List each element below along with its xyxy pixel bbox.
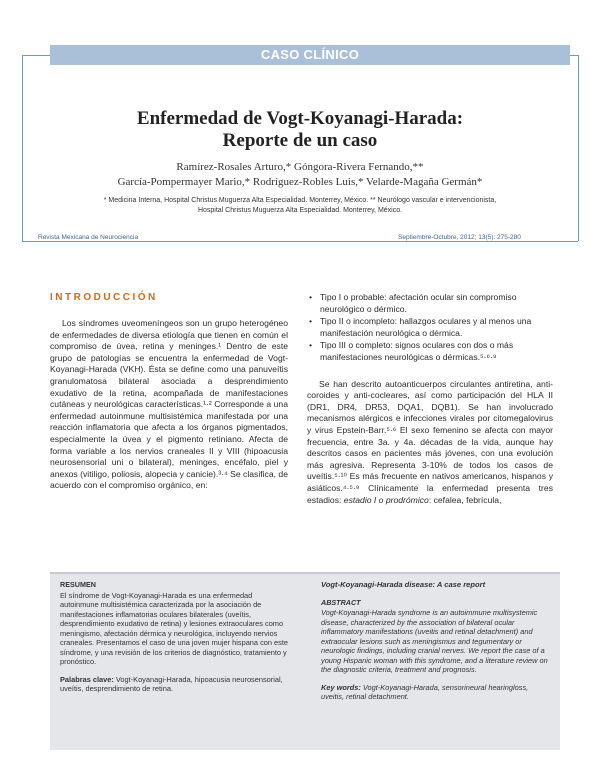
- article-title: [60, 108, 540, 152]
- header-frame-bottom: [22, 241, 578, 242]
- list-item: • Tipo I o probable: afectación ocular sin compromiso neurológico o dérmico.: [307, 292, 553, 315]
- resumen-text: El síndrome de Vogt-Koyanagi-Harada es una enfermedad autoinmune multisistémica caracterizada por la asociación de manifestaciones inflamatorias oculares bilaterales (uveítis, desprendimiento exudativo de retina) y lesiones extraoculares como meningismo, afectación dérmica y neurológica, incluyendo nervios craneales. Presentamos el caso de una joven mujer hispana con este síndrome, y una revisión de los criterios de diagnóstico, tratamiento y pronóstico.: [60, 590, 289, 666]
- affiliation-line-2: Hospital Christus Muguerza Alta Especialidad. Monterrey, México.: [197, 207, 403, 214]
- title-line-1: Enfermedad de Vogt-Koyanagi-Harada:: [136, 108, 464, 129]
- keywords-label: Palabras clave:: [60, 674, 114, 684]
- key-words-text: Vogt-Koyanagi-Harada, sensorineural hearingloss, uveitis, retinal detachment.: [321, 682, 529, 701]
- abstract-keywords: [321, 683, 549, 702]
- abstract-box: [50, 572, 560, 750]
- right-column: [307, 292, 553, 506]
- authors-line-1: Ramírez-Rosales Arturo,* Góngora-Rivera Fernando,**: [176, 161, 424, 173]
- resumen-column: [60, 580, 288, 694]
- header-frame-top-right: [570, 55, 578, 56]
- abstract-text: Vogt-Koyanagi-Harada syndrome is an autoimmune multisystemic disease, characterized by the association of bilateral ocular inflammatory manifestations (uveitis and retinal detachment) and extraocular lesions such as meningismus and tegumentary or neurologic findings, including cranial nerves. We report the case of a young Hispanic woman with this syndrome, and a literature review on the diagnostic criteria, treatment and prognosis.: [321, 608, 548, 674]
- paragraph-2-italic: estadio I o prodrómico: [343, 494, 429, 505]
- resumen-heading: RESUMEN: [60, 580, 96, 589]
- abstract-title: Vogt-Koyanagi-Harada disease: A case report: [321, 580, 486, 589]
- introduction-heading: INTRODUCCIÓN: [50, 292, 158, 303]
- affiliation-line-1: * Medicina Interna, Hospital Christus Muguerza Alta Especialidad. Monterrey, México. ** Neurólogo vascular e intervencionista,: [103, 197, 497, 204]
- abstract-column: [321, 580, 549, 702]
- classification-list: [307, 292, 553, 364]
- section-banner: CASO CLÍNICO: [50, 45, 570, 65]
- list-item: • Tipo II o incompleto: hallazgos oculares y al menos una manifestación neurológica o dérmica.: [307, 316, 553, 339]
- intro-paragraph-2: [307, 379, 553, 507]
- journal-issue: Septiembre-Octubre, 2012; 13(5): 275-280: [394, 234, 525, 241]
- key-words-label: Key words:: [321, 682, 361, 692]
- header-frame-right: [578, 55, 579, 241]
- title-line-2: Reporte de un caso: [222, 130, 378, 151]
- affiliations: [60, 196, 540, 216]
- abstract-heading: ABSTRACT: [321, 597, 361, 607]
- intro-paragraph-1: Los síndromes uveomeníngeos son un grupo heterogéneo de enfermedades de diversa etiología que tienen en común el compromiso de úvea, retina y meninges.¹ Dentro de este grupo de patologías se encuentra la enfermedad de Vogt-Koyanagi-Harada (VKH). Ésta se define como una panuveítis granulomatosa bilateral asociada a desprendimiento exudativo de la retina, acompañada de manifestaciones cutáneas y neurológicas características.¹·² Corresponde a una enfermedad autoinmune multisistémica manifestada por una reacción inflamatoria que afecta a los órganos pigmentados, especialmente la úvea y el pigmento retiniano. Afecta de forma variable a los nervios craneales II y VIII (hipoacusia neurosensorial uni o bilateral), meninges, encéfalo, piel y anexos (vitiligo, poliosis, alopecia y canicie).³·⁴ Se clasifica, de acuerdo con el compromiso orgánico, en:: [50, 318, 288, 491]
- paragraph-2-text: Se han descrito autoanticuerpos circulantes antiretina, anti-coroides y anti-cocleares, así como participación del HLA II (DR1, DR4, DR53, DQA1, DQB1). Se han involucrado mecanismos alérgicos e infecciones virales por citomegalovirus y virus Epstein-Barr.⁵·⁶ El sexo femenino se afecta con mayor frecuencia, entre 3a. y 4a. décadas de la vida, aunque hay descritos casos en pacientes más jóvenes, con una evolución más agresiva. Representa 3-10% de todos los casos de uveítis.⁵·¹⁰ Es más frecuente en nativos americanos, hispanos y asiáticos.⁴·⁵·⁹ Clínicamente la enfermedad presenta tres estadios:: [307, 378, 553, 505]
- resumen-keywords: [60, 675, 288, 694]
- header-frame-top: [22, 55, 50, 56]
- authors-line-2: García-Pompermayer Mario,* Rodríguez-Robles Luis,* Velarde-Magaña Germán*: [117, 176, 483, 188]
- left-column: [50, 294, 288, 492]
- paragraph-2-end: : cefalea, febrícula,: [428, 494, 502, 505]
- author-list: [60, 160, 540, 190]
- journal-name: Revista Mexicana de Neurociencia: [34, 234, 142, 241]
- list-item: • Tipo III o completo: signos oculares con dos o más manifestaciones neurológicas o dérmicas.⁵·⁶·⁹: [307, 340, 553, 363]
- keywords-text: Vogt-Koyanagi-Harada, hipoacusia neurosensorial, uveítis, desprendimiento de retina.: [60, 674, 283, 693]
- header-frame-left: [22, 55, 23, 241]
